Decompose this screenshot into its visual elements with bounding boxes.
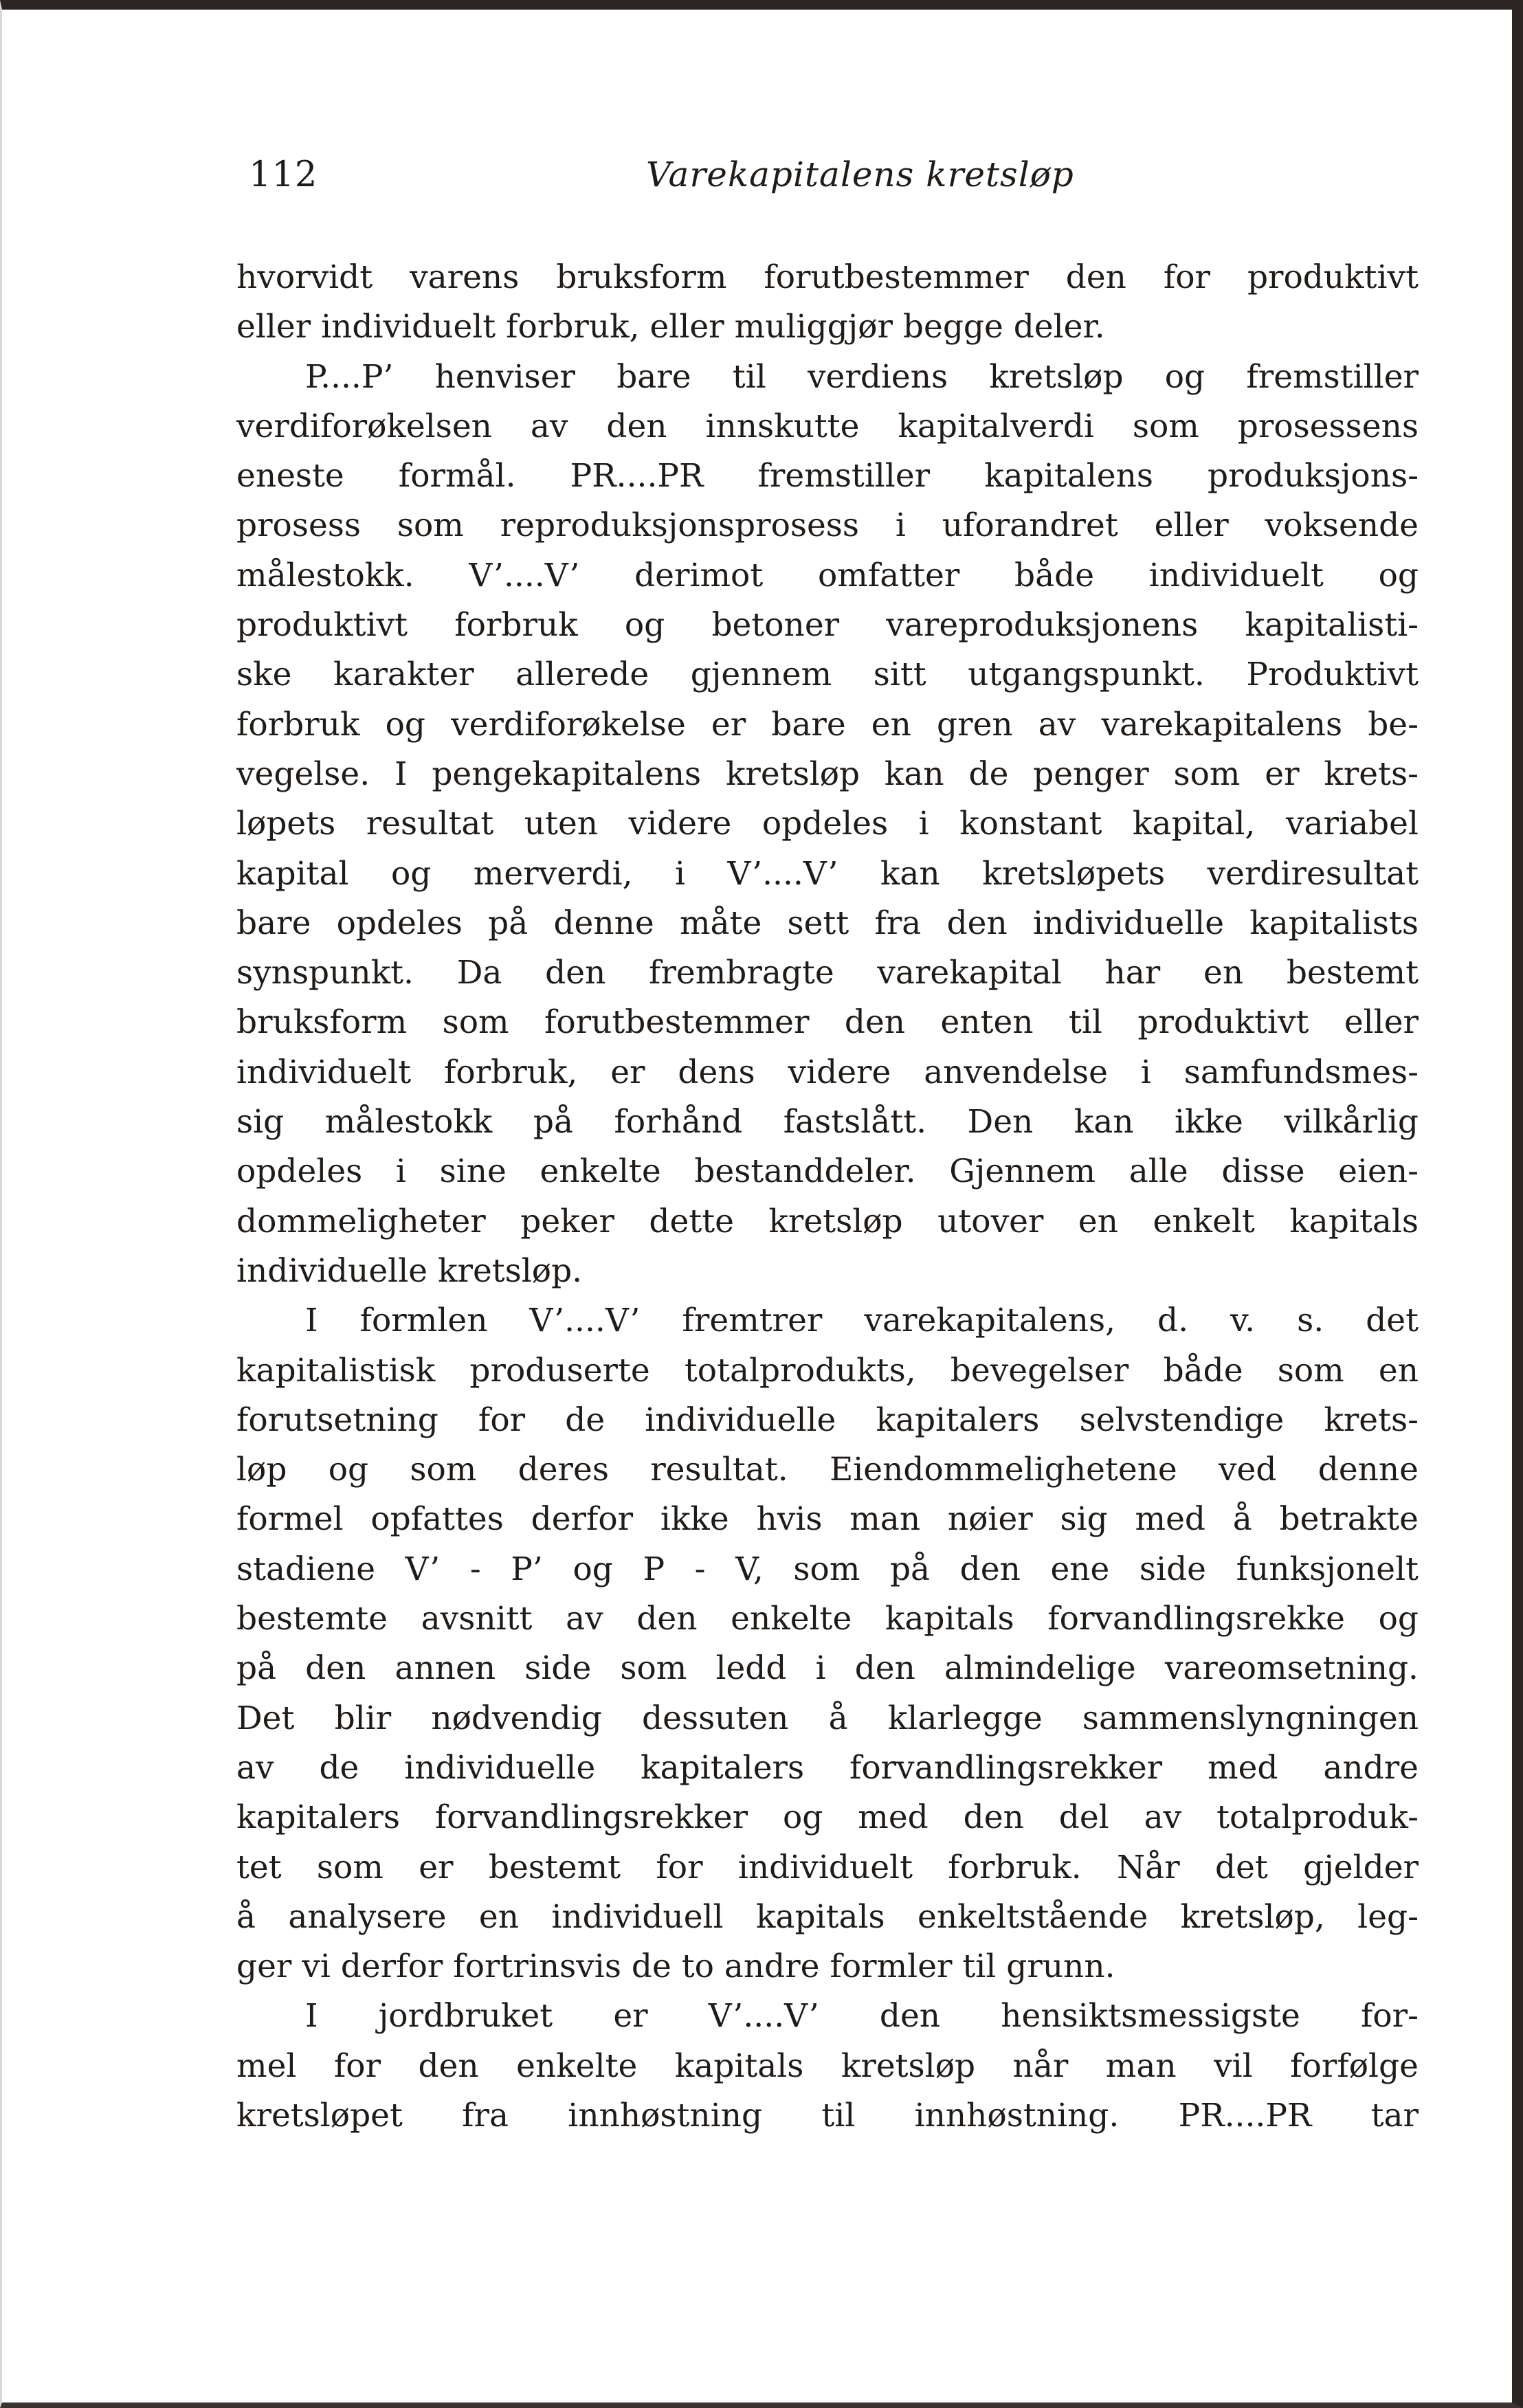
text-line: verdiforøkelsen av den innskutte kapitalverdi som prosessens — [236, 407, 1419, 445]
text-line: løp og som deres resultat. Eiendommelighetene ved denne — [236, 1451, 1419, 1489]
text-line: bruksform som forutbestemmer den enten til produktivt eller — [236, 1003, 1419, 1042]
text-line: eller individuelt forbruk, eller muliggjør begge deler. — [236, 308, 1105, 346]
text-line: I formlen V’....V’ fremtrer varekapitalens, d. v. s. det — [305, 1302, 1419, 1340]
text-line: målestokk. V’....V’ derimot omfatter både individuelt og — [236, 556, 1419, 594]
running-title: Varekapitalens kretsløp — [646, 155, 1074, 194]
text-line: individuelt forbruk, er dens videre anvendelse i samfundsmes- — [236, 1053, 1419, 1091]
text-line: av de individuelle kapitalers forvandlingsrekker med andre — [236, 1748, 1419, 1787]
text-line: formel opfattes derfor ikke hvis man nøier sig med å betrakte — [236, 1500, 1419, 1539]
text-line: ger vi derfor fortrinsvis de to andre formler til grunn. — [236, 1948, 1115, 1986]
text-line: produktivt forbruk og betoner vareproduksjonens kapitalisti- — [236, 606, 1419, 645]
text-line: å analysere en individuell kapitals enkeltstående kretsløp, leg- — [236, 1897, 1419, 1936]
text-line: prosess som reproduksjonsprosess i uforandret eller voksende — [236, 506, 1419, 545]
text-line: bestemte avsnitt av den enkelte kapitals forvandlingsrekke og — [236, 1600, 1419, 1638]
text-line: stadiene V’ - P’ og P - V, som på den ene side funksjonelt — [236, 1550, 1419, 1588]
text-line: eneste formål. PR....PR fremstiller kapitalens produksjons- — [236, 457, 1419, 495]
text-line: kapitalistisk produserte totalprodukts, bevegelser både som en — [236, 1351, 1419, 1390]
text-line: forbruk og verdiforøkelse er bare en gren av varekapitalens be- — [236, 705, 1419, 744]
text-line: forutsetning for de individuelle kapitalers selvstendige krets- — [236, 1401, 1419, 1439]
text-line: ske karakter allerede gjennem sitt utgangspunkt. Produktivt — [236, 656, 1419, 694]
text-line: I jordbruket er V’....V’ den hensiktsmessigste for- — [305, 1997, 1419, 2036]
page-number: 112 — [249, 155, 318, 195]
text-line: opdeles i sine enkelte bestanddeler. Gjennem alle disse eien- — [236, 1152, 1419, 1191]
text-line: hvorvidt varens bruksform forutbestemmer den for produktivt — [236, 258, 1419, 296]
text-line: sig målestokk på forhånd fastslått. Den kan ikke vilkårlig — [236, 1103, 1419, 1141]
page-header — [249, 155, 1417, 210]
text-line: løpets resultat uten videre opdeles i konstant kapital, variabel — [236, 805, 1419, 843]
text-line: kapital og merverdi, i V’....V’ kan kretsløpets verdiresultat — [236, 854, 1419, 893]
text-line: P....P’ henviser bare til verdiens kretsløp og fremstiller — [305, 357, 1419, 396]
text-line: synspunkt. Da den frembragte varekapital har en bestemt — [236, 954, 1419, 992]
text-line: mel for den enkelte kapitals kretsløp når man vil forfølge — [236, 2047, 1419, 2085]
text-line: Det blir nødvendig dessuten å klarlegge sammenslyngningen — [236, 1699, 1419, 1737]
text-line: kapitalers forvandlingsrekker og med den del av totalproduk- — [236, 1798, 1419, 1837]
text-line: dommeligheter peker dette kretsløp utover en enkelt kapitals — [236, 1202, 1419, 1240]
text-line: på den annen side som ledd i den almindelige vareomsetning. — [236, 1649, 1419, 1688]
text-line: tet som er bestemt for individuelt forbruk. Når det gjelder — [236, 1848, 1419, 1886]
text-line: individuelle kretsløp. — [236, 1251, 583, 1290]
text-line: vegelse. I pengekapitalens kretsløp kan de penger som er krets- — [236, 755, 1419, 793]
body-text — [236, 253, 1419, 2141]
text-line: kretsløpet fra innhøstning til innhøstning. PR....PR tar — [236, 2096, 1419, 2134]
text-line: bare opdeles på denne måte sett fra den individuelle kapitalists — [236, 904, 1419, 942]
